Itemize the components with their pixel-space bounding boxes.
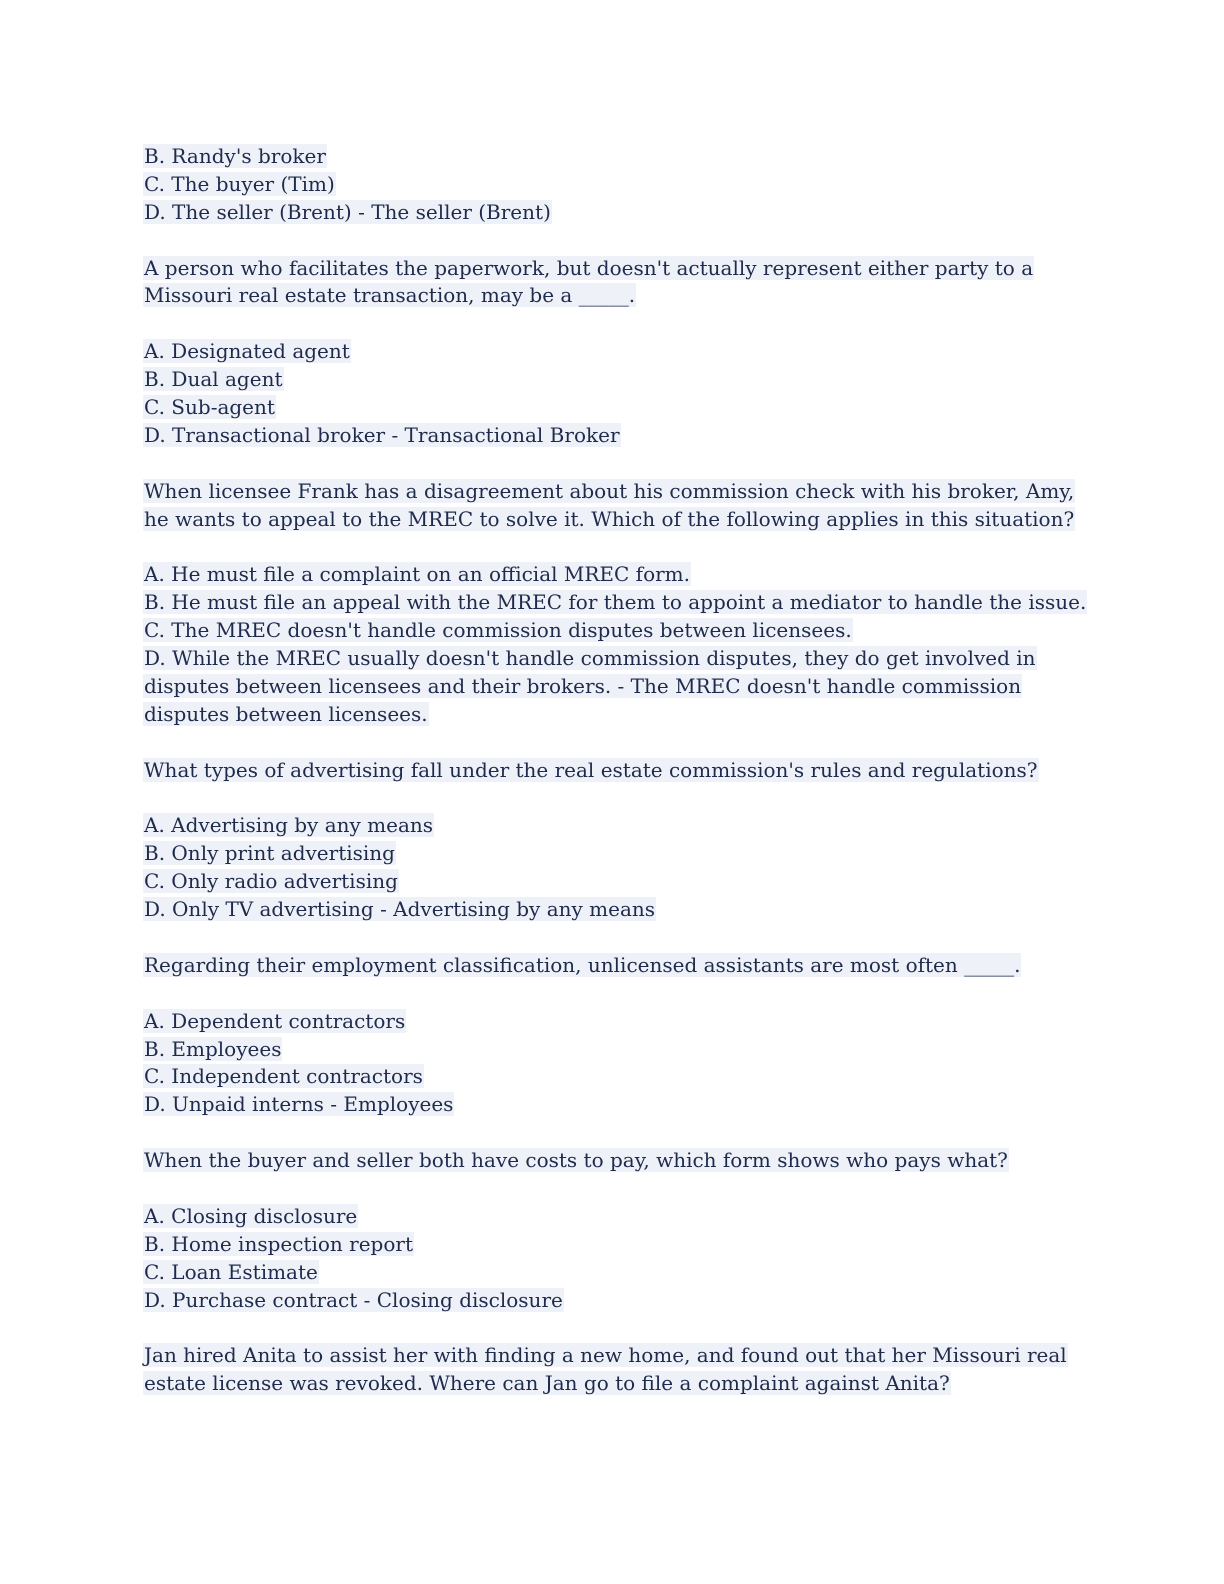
question-block [143, 478, 1083, 534]
answer-option: A. Designated agent [144, 339, 350, 364]
answer-option: B. Home inspection report [144, 1231, 413, 1256]
answer-option: B. Randy's broker [144, 144, 326, 168]
answer-options-block [143, 338, 1083, 450]
answer-option: A. He must file a complaint on an official MREC form. [144, 562, 690, 587]
answer-option: D. Only TV advertising - Advertising by any means [144, 897, 656, 922]
answer-option: B. Employees [144, 1036, 282, 1061]
answer-option: A. Advertising by any means [144, 813, 434, 838]
document-page [143, 143, 1087, 1398]
answer-option: A. Dependent contractors [144, 1008, 406, 1033]
answer-options-block [143, 812, 1083, 924]
answer-option: disputes between licensees. [144, 701, 428, 726]
question-text: estate license was revoked. Where can Jan go to file a complaint against Anita? [144, 1371, 950, 1396]
answer-option: C. Loan Estimate [144, 1259, 318, 1284]
answer-option: C. The MREC doesn't handle commission disputes between licensees. [144, 618, 852, 643]
answer-options-block [143, 1008, 1083, 1120]
answer-options-block [143, 143, 1083, 227]
answer-options-block [143, 561, 1087, 728]
answer-options-block [143, 1203, 1083, 1315]
question-text: he wants to appeal to the MREC to solve it. Which of the following applies in this situation? [144, 506, 1075, 531]
question-block [143, 952, 1083, 980]
answer-option: disputes between licensees and their brokers. - The MREC doesn't handle commission [144, 673, 1022, 698]
answer-option: B. Dual agent [144, 367, 283, 392]
question-text: Regarding their employment classification, unlicensed assistants are most often _____. [144, 952, 1021, 977]
answer-option: B. He must file an appeal with the MREC for them to appoint a mediator to handle the issue. [144, 590, 1087, 615]
answer-option: D. Unpaid interns - Employees [144, 1092, 454, 1117]
question-block [143, 1342, 1083, 1398]
answer-option: D. While the MREC usually doesn't handle commission disputes, they do get involved in [144, 646, 1036, 671]
answer-option: B. Only print advertising [144, 841, 395, 866]
answer-option: A. Closing disclosure [144, 1203, 358, 1228]
question-text: What types of advertising fall under the real estate commission's rules and regulations? [144, 757, 1038, 782]
question-text: Jan hired Anita to assist her with finding a new home, and found out that her Missouri real [144, 1343, 1067, 1368]
question-block [143, 255, 1083, 311]
question-text: When the buyer and seller both have costs to pay, which form shows who pays what? [144, 1148, 1008, 1173]
answer-option: C. Only radio advertising [144, 869, 398, 894]
answer-option: D. Transactional broker - Transactional Broker [144, 422, 620, 447]
answer-option: D. Purchase contract - Closing disclosure [144, 1287, 563, 1312]
question-text: Missouri real estate transaction, may be a _____. [144, 283, 636, 308]
question-text: When licensee Frank has a disagreement about his commission check with his broker, Amy, [144, 478, 1075, 503]
question-block [143, 1147, 1083, 1175]
answer-option: C. Sub-agent [144, 395, 275, 420]
answer-option: D. The seller (Brent) - The seller (Brent) [144, 199, 551, 224]
answer-option: C. Independent contractors [144, 1064, 423, 1089]
answer-option: C. The buyer (Tim) [144, 171, 335, 196]
question-block [143, 757, 1083, 785]
question-text: A person who facilitates the paperwork, but doesn't actually represent either party to a [144, 255, 1034, 280]
